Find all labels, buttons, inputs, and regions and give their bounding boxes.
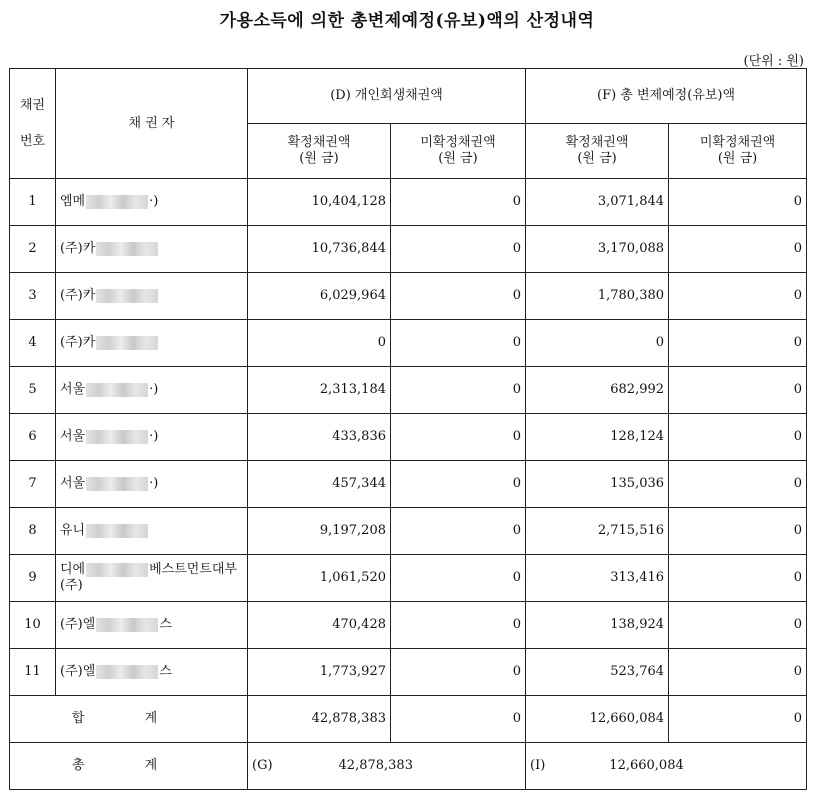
redaction-mask <box>86 524 148 538</box>
redaction-mask <box>86 563 148 577</box>
d-confirmed-amount: 9,197,208 <box>248 508 391 555</box>
creditor-name <box>56 179 248 226</box>
d-unconfirmed-amount: 0 <box>391 179 526 226</box>
grand-i <box>526 743 807 790</box>
creditor-name-suffix: ‧) <box>149 194 159 209</box>
f-confirmed-amount: 2,715,516 <box>526 508 669 555</box>
table-row <box>10 179 807 226</box>
creditor-name-visible: (주)엘 <box>60 617 96 632</box>
f-confirmed-amount: 135,036 <box>526 461 669 508</box>
d-confirmed-amount: 1,773,927 <box>248 649 391 696</box>
grand-i-value: 12,660,084 <box>609 758 684 773</box>
repayment-table <box>9 68 807 790</box>
f-unconfirmed-amount: 0 <box>669 273 807 320</box>
d-confirmed-amount: 6,029,964 <box>248 273 391 320</box>
sum-label: 합 계 <box>10 696 248 743</box>
header-creditor: 채 권 자 <box>56 69 248 179</box>
d-confirmed-amount: 0 <box>248 320 391 367</box>
sum-f-confirmed: 12,660,084 <box>526 696 669 743</box>
creditor-name <box>56 461 248 508</box>
d-confirmed-amount: 470,428 <box>248 602 391 649</box>
f-unconfirmed-amount: 0 <box>669 555 807 602</box>
creditor-name-suffix: 베스트먼트대부 <box>149 562 238 577</box>
d-confirmed-amount: 10,404,128 <box>248 179 391 226</box>
d-unconfirmed-amount: 0 <box>391 320 526 367</box>
d-unconfirmed-amount: 0 <box>391 461 526 508</box>
d-unconfirmed-amount: 0 <box>391 367 526 414</box>
creditor-name-suffix: 스 <box>159 664 172 679</box>
table-row <box>10 367 807 414</box>
creditor-no: 3 <box>10 273 56 320</box>
grand-g-value: 42,878,383 <box>338 758 413 773</box>
creditor-name-visible: 서울 <box>60 429 86 444</box>
creditor-no: 6 <box>10 414 56 461</box>
creditor-name <box>56 226 248 273</box>
d-unconfirmed-amount: 0 <box>391 649 526 696</box>
f-confirmed-amount: 0 <box>526 320 669 367</box>
creditor-name-visible: 디에 <box>60 562 86 577</box>
creditor-name-suffix: ‧) <box>149 382 159 397</box>
d-confirmed-amount: 457,344 <box>248 461 391 508</box>
creditor-no: 7 <box>10 461 56 508</box>
creditor-name-visible: 유니 <box>60 523 86 538</box>
creditor-name <box>56 273 248 320</box>
f-confirmed-amount: 1,780,380 <box>526 273 669 320</box>
d-unconfirmed-amount: 0 <box>391 508 526 555</box>
creditor-no: 2 <box>10 226 56 273</box>
creditor-name-visible: (주)엘 <box>60 664 96 679</box>
grand-i-prefix: (I) <box>530 758 546 773</box>
d-unconfirmed-amount: 0 <box>391 226 526 273</box>
f-unconfirmed-amount: 0 <box>669 320 807 367</box>
d-confirmed-amount: 433,836 <box>248 414 391 461</box>
creditor-no: 11 <box>10 649 56 696</box>
f-confirmed-amount: 138,924 <box>526 602 669 649</box>
redaction-mask <box>96 336 158 350</box>
creditor-name <box>56 555 248 602</box>
creditor-name-visible: 서울 <box>60 476 86 491</box>
d-confirmed-amount: 1,061,520 <box>248 555 391 602</box>
redaction-mask <box>86 383 148 397</box>
creditor-name <box>56 320 248 367</box>
header-no: 채권 번호 <box>10 69 56 179</box>
redaction-mask <box>86 477 148 491</box>
creditor-name <box>56 602 248 649</box>
document-title: 가용소득에 의한 총변제예정(유보)액의 산정내역 <box>219 11 595 31</box>
creditor-name-suffix: 스 <box>159 617 172 632</box>
f-confirmed-amount: 3,170,088 <box>526 226 669 273</box>
creditor-name-suffix: ‧) <box>149 429 159 444</box>
header-d-unconfirmed: 미확정채권액 (원 금) <box>391 124 526 179</box>
f-unconfirmed-amount: 0 <box>669 414 807 461</box>
f-unconfirmed-amount: 0 <box>669 226 807 273</box>
table-row <box>10 273 807 320</box>
d-confirmed-amount: 2,313,184 <box>248 367 391 414</box>
redaction-mask <box>96 618 158 632</box>
creditor-no: 8 <box>10 508 56 555</box>
table-row <box>10 649 807 696</box>
f-confirmed-amount: 313,416 <box>526 555 669 602</box>
creditor-no: 9 <box>10 555 56 602</box>
creditor-name <box>56 649 248 696</box>
creditor-no: 4 <box>10 320 56 367</box>
redaction-mask <box>96 242 158 256</box>
redaction-mask <box>86 195 148 209</box>
creditor-no: 5 <box>10 367 56 414</box>
f-unconfirmed-amount: 0 <box>669 649 807 696</box>
header-group-f: (F) 총 변제예정(유보)액 <box>526 69 807 124</box>
d-unconfirmed-amount: 0 <box>391 555 526 602</box>
header-d-confirmed: 확정채권액 (원 금) <box>248 124 391 179</box>
unit-label: (단위 : 원) <box>743 54 804 69</box>
f-confirmed-amount: 682,992 <box>526 367 669 414</box>
f-unconfirmed-amount: 0 <box>669 179 807 226</box>
creditor-no: 10 <box>10 602 56 649</box>
redaction-mask <box>86 430 148 444</box>
creditor-name <box>56 414 248 461</box>
f-confirmed-amount: 128,124 <box>526 414 669 461</box>
creditor-name-line2: (주) <box>60 578 83 593</box>
grand-g <box>248 743 526 790</box>
creditor-name <box>56 508 248 555</box>
grand-g-prefix: (G) <box>252 758 273 773</box>
header-f-confirmed: 확정채권액 (원 금) <box>526 124 669 179</box>
creditor-name-visible: (주)카 <box>60 288 96 303</box>
creditor-name-visible: (주)카 <box>60 241 96 256</box>
sum-d-unconfirmed: 0 <box>391 696 526 743</box>
creditor-name-visible: 엠메 <box>60 194 86 209</box>
redaction-mask <box>96 665 158 679</box>
f-unconfirmed-amount: 0 <box>669 508 807 555</box>
table-row <box>10 226 807 273</box>
creditor-name <box>56 367 248 414</box>
creditor-no: 1 <box>10 179 56 226</box>
creditor-name-suffix: ‧) <box>149 476 159 491</box>
header-group-d: (D) 개인회생채권액 <box>248 69 526 124</box>
f-unconfirmed-amount: 0 <box>669 367 807 414</box>
table-row <box>10 414 807 461</box>
f-unconfirmed-amount: 0 <box>669 602 807 649</box>
table-row <box>10 602 807 649</box>
creditor-name-visible: (주)카 <box>60 335 96 350</box>
table-row <box>10 508 807 555</box>
d-unconfirmed-amount: 0 <box>391 273 526 320</box>
f-confirmed-amount: 523,764 <box>526 649 669 696</box>
redaction-mask <box>96 289 158 303</box>
creditor-name-visible: 서울 <box>60 382 86 397</box>
f-confirmed-amount: 3,071,844 <box>526 179 669 226</box>
f-unconfirmed-amount: 0 <box>669 461 807 508</box>
d-confirmed-amount: 10,736,844 <box>248 226 391 273</box>
sum-d-confirmed: 42,878,383 <box>248 696 391 743</box>
d-unconfirmed-amount: 0 <box>391 414 526 461</box>
sum-f-unconfirmed: 0 <box>669 696 807 743</box>
d-unconfirmed-amount: 0 <box>391 602 526 649</box>
table-row <box>10 555 807 602</box>
grand-label: 총 계 <box>10 743 248 790</box>
table-row <box>10 461 807 508</box>
header-f-unconfirmed: 미확정채권액 (원 금) <box>669 124 807 179</box>
table-row <box>10 320 807 367</box>
